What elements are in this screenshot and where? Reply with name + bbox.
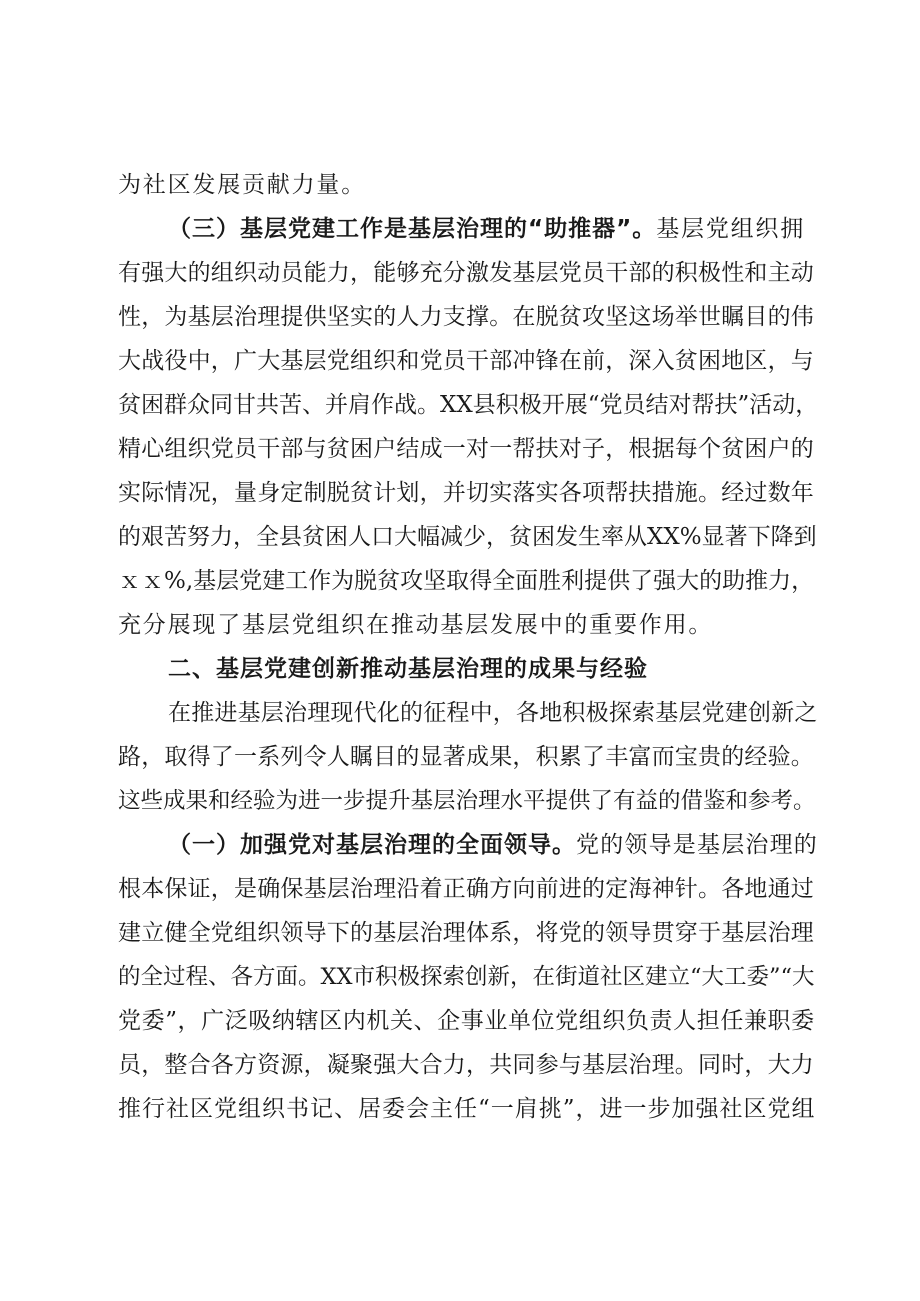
paragraph-line: 路，取得了一系列令人瞩目的显著成果，积累了丰富而宝贵的经验。 — [118, 744, 814, 770]
section-3-first-line-text: 基层党组织拥 — [656, 216, 806, 242]
part-2-heading: 二、基层党建创新推动基层治理的成果与经验 — [168, 656, 648, 682]
paragraph-line: 党委”，广泛吸纳辖区内机关、企事业单位党组织负责人担任兼职委 — [118, 1008, 815, 1034]
paragraph-line: 的全过程、各方面。XX市积极探索创新，在街道社区建立“大工委”“大 — [118, 964, 815, 990]
paragraph-line: 为社区发展贡献力量。 — [118, 172, 366, 198]
section-3-heading: （三）基层党建工作是基层治理的“助推器”。 — [168, 216, 657, 242]
section-1-heading: （一）加强党对基层治理的全面领导。 — [168, 832, 576, 858]
paragraph-line: 推行社区党组织书记、居委会主任“一肩挑”，进一步加强社区党组 — [118, 1096, 816, 1122]
paragraph-line: 在推进基层治理现代化的征程中，各地积极探索基层党建创新之 — [168, 700, 818, 726]
section-1-first-line — [168, 823, 818, 867]
paragraph-line: 的艰苦努力，全县贫困人口大幅减少，贫困发生率从XX%显著下降到 — [118, 524, 817, 550]
paragraph-line: 建立健全党组织领导下的基层治理体系，将党的领导贯穿于基层治理 — [118, 920, 814, 946]
section-3-first-line — [168, 207, 818, 251]
paragraph-line: 根本保证，是确保基层治理沿着正确方向前进的定海神针。各地通过 — [118, 876, 814, 902]
paragraph-line: 贫困群众同甘共苦、并肩作战。XX县积极开展“党员结对帮扶”活动， — [118, 392, 819, 418]
paragraph-line: 大战役中，广大基层党组织和党员干部冲锋在前，深入贫困地区，与 — [118, 348, 814, 374]
paragraph-line: 性，为基层治理提供坚实的人力支撑。在脱贫攻坚这场举世瞩目的伟 — [118, 304, 814, 330]
paragraph-line: 有强大的组织动员能力，能够充分激发基层党员干部的积极性和主动 — [118, 260, 814, 286]
paragraph-line: 这些成果和经验为进一步提升基层治理水平提供了有益的借鉴和参考。 — [118, 788, 816, 814]
section-1-first-line-text: 党的领导是基层治理的 — [576, 832, 818, 858]
paragraph-line: 员，整合各方资源，凝聚强大合力，共同参与基层治理。同时，大力 — [118, 1052, 814, 1078]
paragraph-line: ｘｘ%,基层党建工作为脱贫攻坚取得全面胜利提供了强大的助推力， — [118, 568, 815, 594]
paragraph-line: 充分展现了基层党组织在推动基层发展中的重要作用。 — [118, 612, 714, 638]
paragraph-line: 精心组织党员干部与贫困户结成一对一帮扶对子，根据每个贫困户的 — [118, 436, 814, 462]
paragraph-line: 实际情况，量身定制脱贫计划，并切实落实各项帮扶措施。经过数年 — [118, 480, 814, 506]
